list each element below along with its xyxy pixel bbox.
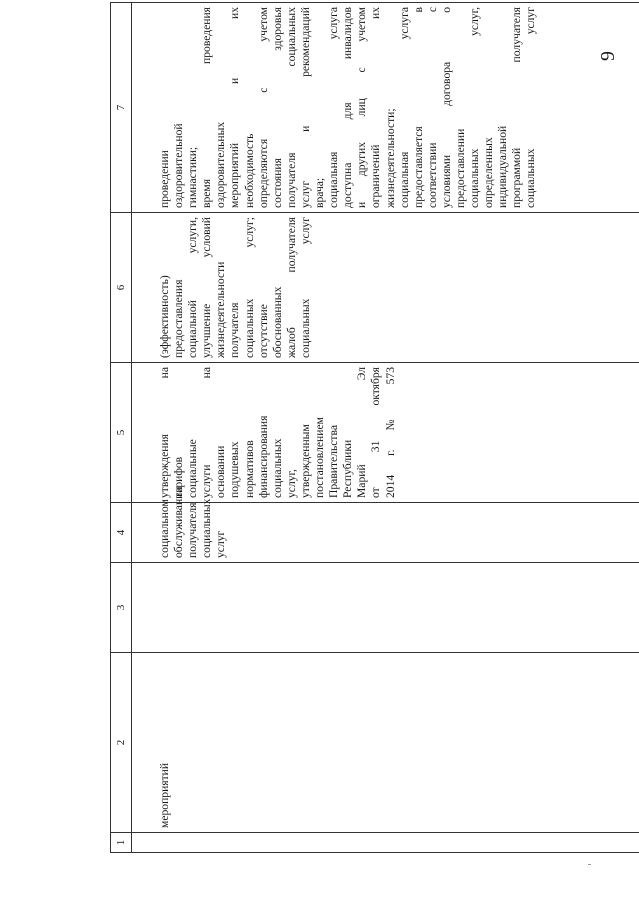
cell-text-line: индивидуальной [496,125,510,208]
cell-col-2 [132,653,639,833]
cell-text-line: от 31 октября [369,367,383,498]
cell-text-line: соответствии с [425,7,439,208]
cell-text-line: социальных услуг [298,217,312,358]
cell-col-1 [132,833,639,853]
cell-text-line: основании [214,445,228,498]
cell-text-line: 2014 г. № 573 [383,367,397,498]
cell-text-line: услуг и рекомендаций [298,7,312,208]
header-col-4: 4 [111,503,132,563]
cell-text-line: определенных [482,137,496,208]
cell-text-line: нормативов [242,440,256,498]
cell-text-line: ограничений их [369,7,383,208]
cell-text-line: мероприятий [158,762,171,828]
header-col-5: 5 [111,363,132,503]
cell-text-line: жалоб получателя [284,217,298,358]
cell-col-3 [132,563,639,653]
cell-text-line: социальных услуг, [468,7,482,208]
cell-text-line: получателя [186,502,200,558]
cell-text-line: социальных [200,498,214,558]
cell-col-4 [132,486,639,563]
cell-text-line: оздоровительной [172,123,186,208]
cell-col-7 [132,3,639,213]
cell-text-line: мероприятий и их [228,7,242,208]
header-col-6: 6 [111,213,132,363]
cell-col-5 [132,363,639,503]
cell-text-line: социальная услуга [327,7,341,208]
cell-text-line: финансирования [256,415,270,498]
cell-text-line: услуг [214,530,228,558]
cell-text-line: социальном [158,499,171,558]
page-number: 9 [597,51,619,61]
cell-text-line: услуги на [200,367,214,498]
cell-text-line: условиями договора о [439,7,453,208]
cell-text-line: состояния здоровья [270,7,284,208]
cell-text-line: Правительства [327,425,341,498]
cell-text-line: постановлением [313,417,327,498]
cell-text-line: обслуживании [172,486,186,558]
header-col-1: 1 [111,833,132,853]
cell-text-line: Марий Эл [355,367,369,498]
header-col-2: 2 [111,653,132,833]
cell-col-6 [132,213,639,363]
cell-text-line: предоставлении [453,128,467,208]
cell-text-line: социальная услуга [397,7,411,208]
cell-text-line: (эффективность) [158,275,171,358]
cell-text-line: тарифов [172,456,186,498]
cell-text-line: улучшение условий [200,217,214,358]
cell-text-line: социальные [186,439,200,498]
cell-text-line: оздоровительных [214,121,228,208]
cell-text-line: получателя [228,302,242,358]
cell-text-line: жизнедеятельности; [383,108,397,208]
cell-text-line: определяются с учетом [256,7,270,208]
cell-text-line: утвержденным [298,424,312,498]
cell-text-line: услуг, [284,469,298,498]
cell-text-line: врача; [313,177,327,208]
cell-text-line: жизнедеятельности [214,261,228,358]
cell-text-line: отсутствие [256,304,270,358]
cell-text-line: и других лиц с учетом [355,7,369,208]
cell-text-line: Республики [341,439,355,498]
table-row [132,3,639,853]
cell-text-line: предоставления [172,279,186,358]
cell-text-line: подушевых [228,441,242,498]
services-table [110,2,639,853]
header-col-7: 7 [111,3,132,213]
table-header-row [111,3,132,853]
cell-text-line: проведении [158,150,171,208]
cell-text-line: обоснованных [270,286,284,358]
cell-text-line: социальной услуги, [186,217,200,358]
scan-artifact [588,864,591,865]
cell-text-line: гимнастики; [186,146,200,208]
rotated-page-area [110,0,625,905]
cell-text-line: время проведения [200,7,214,208]
cell-text-line: получателя социальных [284,7,298,208]
rotated-table-container [110,3,625,853]
cell-text-line: утверждения на [158,367,171,498]
cell-text-line: социальных [270,438,284,498]
cell-text-line: социальных услуг [524,7,538,208]
cell-text-line: программой получателя [510,7,524,208]
cell-text-line: необходимость [242,133,256,208]
cell-text-line: доступна для инвалидов [341,7,355,208]
cell-text-line: социальных услуг; [242,217,256,358]
header-col-3: 3 [111,563,132,653]
cell-text-line: предоставляется в [411,7,425,208]
